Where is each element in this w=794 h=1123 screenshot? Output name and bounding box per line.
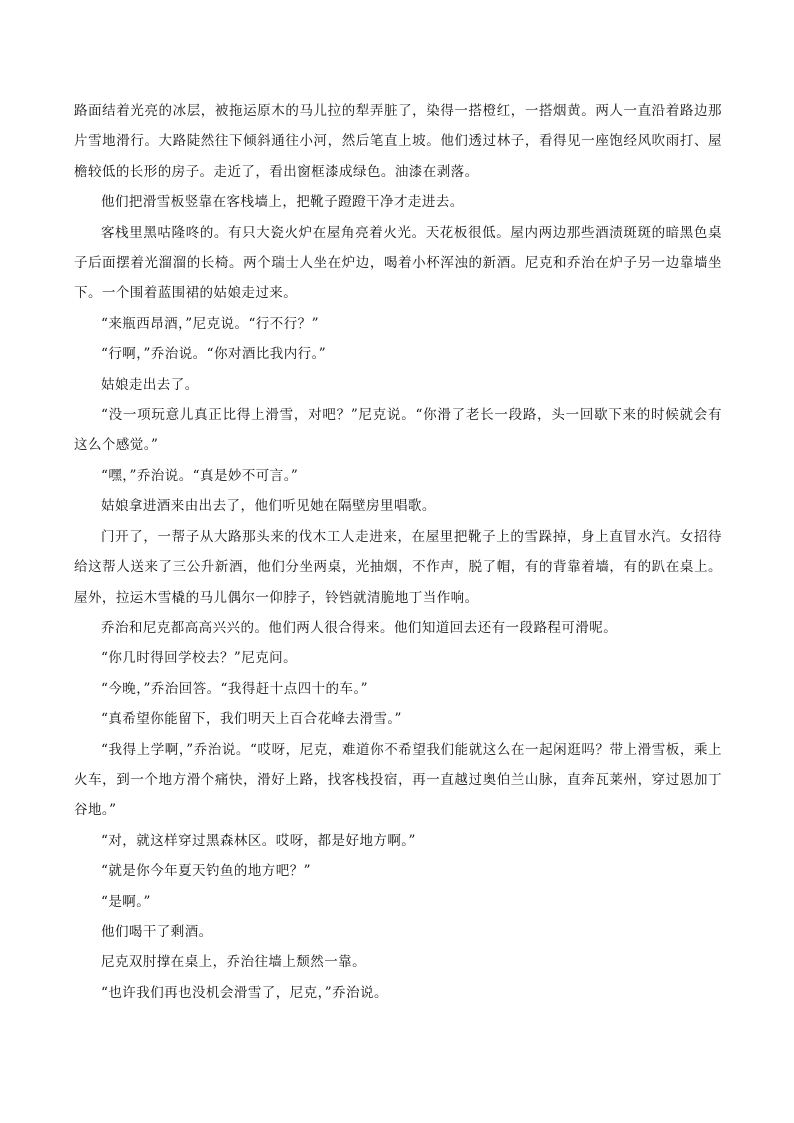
paragraph: “就是你今年夏天钓鱼的地方吧？” [101, 863, 312, 880]
paragraph: “是啊。” [101, 893, 151, 910]
paragraph: “嘿，”乔治说。“真是妙不可言。” [101, 467, 299, 484]
paragraph: “对，就这样穿过黑森林区。哎呀，都是好地方啊。” [101, 832, 416, 849]
story-text [74, 96, 722, 1008]
paragraph: 乔治和尼克都高高兴兴的。他们两人很合得来。他们知道回去还有一段路程可滑呢。 [101, 619, 618, 636]
paragraph: “今晚，”乔治回答。“我得赶十点四十的车。” [101, 680, 369, 697]
paragraph: 门开了，一帮子从大路那头来的伐木工人走进来，在屋里把靴子上的雪跺掉，身上直冒水汽。女招待给这帮人送来了三公升新酒，他们分坐两桌，光抽烟，不作声，脱了帽，有的背靠着墙，有的趴在桌上。屋外，拉运木雪橇的马儿偶尔一仰脖子，铃铛就清脆地丁当作响。 [74, 528, 722, 606]
paragraph: “行啊，”乔治说。“你对酒比我内行。” [101, 346, 327, 363]
paragraph: “真希望你能留下，我们明天上百合花峰去滑雪。” [101, 711, 402, 728]
paragraph: “来瓶西昂酒，”尼克说。“行不行？” [101, 315, 319, 332]
paragraph: “没一项玩意儿真正比得上滑雪，对吧？”尼克说。“你滑了老长一段路，头一回歇下来的时候就会有这么个感觉。” [74, 407, 722, 454]
paragraph: 姑娘拿进酒来由出去了，他们听见她在隔壁房里唱歌。 [101, 498, 436, 515]
paragraph: 尼克双肘撑在桌上，乔治往墙上颓然一靠。 [101, 954, 367, 971]
paragraph: “也许我们再也没机会滑雪了，尼克，”乔治说。 [101, 984, 388, 1001]
paragraph: 他们喝干了剩酒。 [101, 923, 213, 940]
paragraph: 路面结着光亮的冰层，被拖运原木的马儿拉的犁弄脏了，染得一搭橙红，一搭烟黄。两人一直沿着路边那片雪地滑行。大路陡然往下倾斜通往小河，然后笔直上坡。他们透过林子，看得见一座饱经风吹雨打、屋檐较低的长形的房子。走近了，看出窗框漆成绿色。油漆在剥落。 [74, 103, 722, 180]
paragraph: 客栈里黑咕隆咚的。有只大瓷火炉在屋角亮着火光。天花板很低。屋内两边那些酒渍斑斑的暗黑色桌子后面摆着光溜溜的长椅。两个瑞士人坐在炉边，喝着小杯浑浊的新酒。尼克和乔治在炉子另一边靠墙坐下。一个围着蓝围裙的姑娘走过来。 [74, 224, 722, 302]
paragraph: 姑娘走出去了。 [101, 376, 199, 393]
paragraph: “你几时得回学校去？”尼克问。 [101, 650, 298, 667]
paragraph: 他们把滑雪板竖靠在客栈墙上，把靴子蹬蹬干净才走进去。 [101, 194, 464, 211]
paragraph: “我得上学啊，”乔治说。“哎呀，尼克，难道你不希望我们能就这么在一起闲逛吗？带上滑雪板，乘上火车，到一个地方滑个痛快，滑好上路，找客栈投宿，再一直越过奥伯兰山脉，直奔瓦莱州，穿过恩加丁谷地。” [74, 741, 722, 819]
